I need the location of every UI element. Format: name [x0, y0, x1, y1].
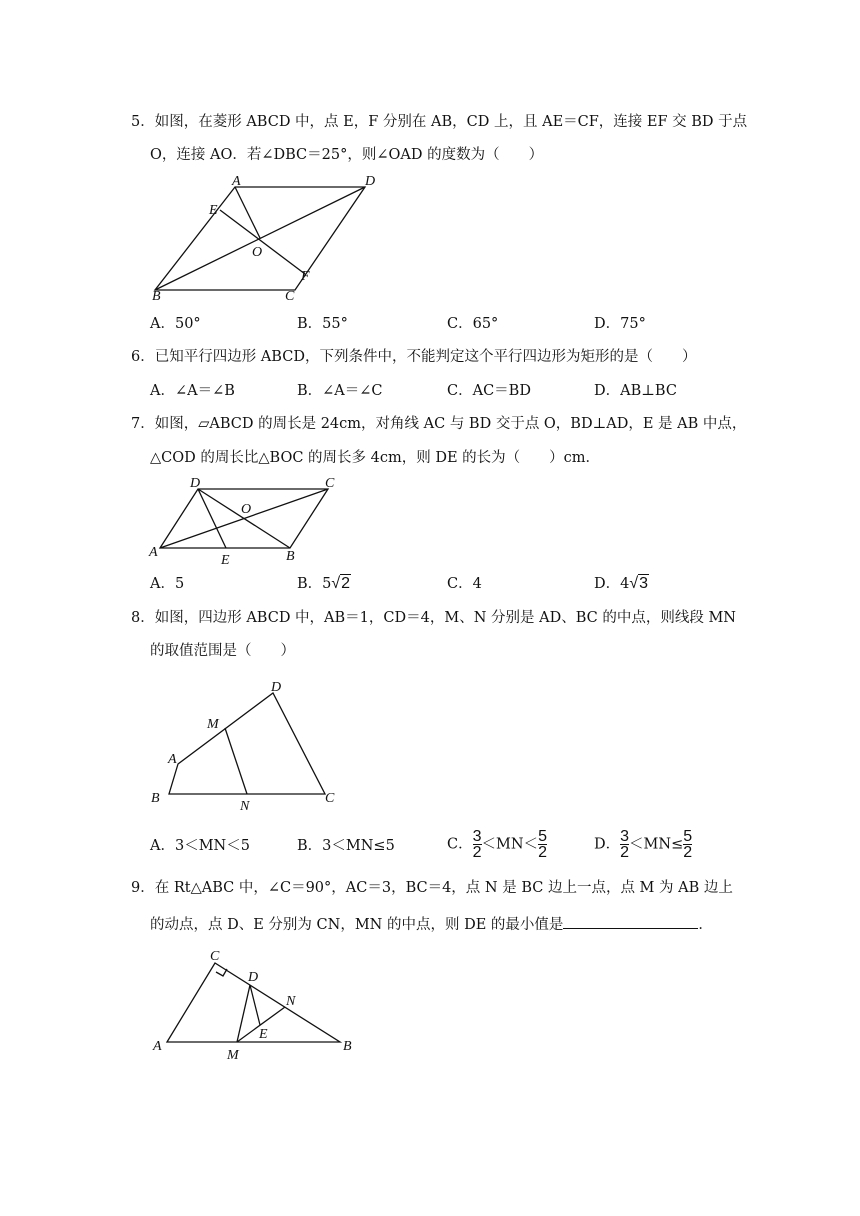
q8-quadrilateral-abcd — [169, 693, 325, 794]
q8-label-d: D — [271, 680, 282, 695]
q5-label-c: C — [285, 289, 295, 304]
q7-label-b: B — [286, 549, 295, 564]
q9-label-d: D — [248, 970, 259, 985]
q5-label-b: B — [152, 289, 161, 304]
q8-option-d-frac1-den: 2 — [620, 844, 630, 861]
q8-segment-mn — [225, 728, 247, 794]
q7-text-line1: 7．如图，▱ABCD 的周长是 24cm，对角线 AC 与 BD 交于点 O，BD⊥AD，E 是 AB 中点， — [131, 416, 747, 432]
q8-option-d-frac1-num: 3 — [620, 828, 630, 845]
q7-option-b[interactable] — [297, 574, 351, 594]
q9-text-line2 — [150, 913, 713, 935]
q7-option-b-prefix: B．5 — [297, 576, 332, 592]
q9-label-n: N — [286, 994, 296, 1009]
q7-label-c: C — [325, 476, 335, 491]
q5-text-line1: 5．如图，在菱形 ABCD 中，点 E，F 分别在 AB，CD 上，且 AE＝CF，连接 EF 交 BD 于点 — [131, 114, 748, 130]
q8-option-c-frac2-num: 5 — [538, 828, 547, 845]
q8-option-b[interactable]: B．3＜MN≤5 — [297, 838, 395, 854]
q6-text-line1: 6．已知平行四边形 ABCD，下列条件中，不能判定这个平行四边形为矩形的是（ ） — [131, 349, 697, 365]
q7-option-c[interactable]: C．4 — [447, 576, 482, 592]
q8-option-d[interactable] — [594, 829, 692, 860]
q5-option-c[interactable]: C．65° — [447, 316, 499, 332]
q8-quadrilateral-figure — [145, 675, 355, 815]
q7-label-d: D — [190, 476, 201, 491]
q7-option-d[interactable] — [594, 574, 649, 594]
q9-label-c: C — [210, 949, 220, 964]
q9-answer-blank[interactable] — [563, 913, 698, 929]
q5-label-f: F — [301, 269, 310, 284]
q8-option-c[interactable] — [447, 829, 547, 860]
q8-option-c-frac2-den: 2 — [538, 844, 547, 861]
q7-label-o: O — [241, 502, 252, 517]
q8-label-n: N — [240, 799, 250, 814]
q5-label-d: D — [365, 174, 376, 189]
q9-triangle-figure — [145, 946, 365, 1066]
q8-label-m: M — [207, 717, 219, 732]
q8-option-d-frac2 — [683, 829, 692, 860]
q8-label-b: B — [151, 791, 160, 806]
q8-option-c-frac1-num: 3 — [472, 828, 482, 845]
q7-option-a[interactable]: A．5 — [150, 576, 185, 592]
q7-option-d-radicand: 3 — [639, 575, 649, 592]
q8-option-c-frac1 — [473, 829, 482, 860]
q9-text-line2-end: ． — [698, 917, 713, 933]
q5-rhombus-figure — [140, 172, 400, 307]
q7-label-e: E — [221, 553, 230, 568]
q8-text-line1: 8．如图，四边形 ABCD 中，AB＝1，CD＝4，M、N 分别是 AD、BC 的中点，则线段 MN — [131, 610, 736, 626]
q8-text-line2: 的取值范围是（ ） — [150, 643, 295, 659]
q7-option-b-sqrt: √2 — [331, 575, 351, 592]
q8-option-c-mid: ＜MN＜ — [481, 836, 539, 853]
q8-option-c-prefix: C． — [447, 836, 473, 853]
q5-segment-ef — [220, 210, 305, 274]
q5-label-a: A — [232, 174, 241, 189]
q8-option-c-frac1-den: 2 — [472, 844, 482, 861]
q8-label-c: C — [325, 791, 335, 806]
q8-label-a: A — [168, 752, 177, 767]
q7-option-b-radicand: 2 — [341, 575, 351, 592]
q9-label-b: B — [343, 1039, 352, 1054]
q8-option-d-frac1 — [620, 829, 629, 860]
q5-label-e: E — [209, 203, 218, 218]
q7-text-line2: △COD 的周长比△BOC 的周长多 4cm，则 DE 的长为（ ）cm． — [150, 450, 601, 466]
q8-option-d-mid: ＜MN≤ — [629, 836, 684, 853]
q6-option-d[interactable]: D．AB⊥BC — [594, 383, 677, 399]
q7-parallelogram-figure — [145, 474, 355, 568]
q9-text-line2-body: 的动点，点 D、E 分别为 CN，MN 的中点，则 DE 的最小值是 — [150, 917, 564, 933]
q5-option-a[interactable]: A．50° — [150, 316, 201, 332]
q5-option-b[interactable]: B．55° — [297, 316, 348, 332]
q7-option-d-prefix: D．4 — [594, 576, 630, 592]
q8-option-a[interactable]: A．3＜MN＜5 — [150, 838, 250, 854]
q6-option-a[interactable]: A．∠A＝∠B — [150, 383, 235, 399]
q5-option-d[interactable]: D．75° — [594, 316, 646, 332]
q9-label-e: E — [259, 1027, 268, 1042]
q8-option-d-prefix: D． — [594, 836, 621, 853]
q9-label-m: M — [227, 1048, 239, 1063]
q8-option-c-frac2 — [538, 829, 547, 860]
q6-option-b[interactable]: B．∠A＝∠C — [297, 383, 383, 399]
q9-text-line1: 9．在 Rt△ABC 中，∠C＝90°，AC＝3，BC＝4，点 N 是 BC 边上一点，点 M 为 AB 边上 — [131, 880, 733, 896]
q7-option-d-sqrt: √3 — [629, 575, 649, 592]
q9-label-a: A — [153, 1039, 162, 1054]
q8-option-d-frac2-den: 2 — [683, 844, 693, 861]
q5-label-o: O — [252, 245, 263, 260]
q7-label-a: A — [149, 545, 158, 560]
q6-option-c[interactable]: C．AC＝BD — [447, 383, 531, 399]
q5-text-line2: O，连接 AO．若∠DBC＝25°，则∠OAD 的度数为（ ） — [150, 147, 544, 163]
q8-option-d-frac2-num: 5 — [683, 828, 693, 845]
q5-diagonal-bd — [155, 187, 365, 290]
